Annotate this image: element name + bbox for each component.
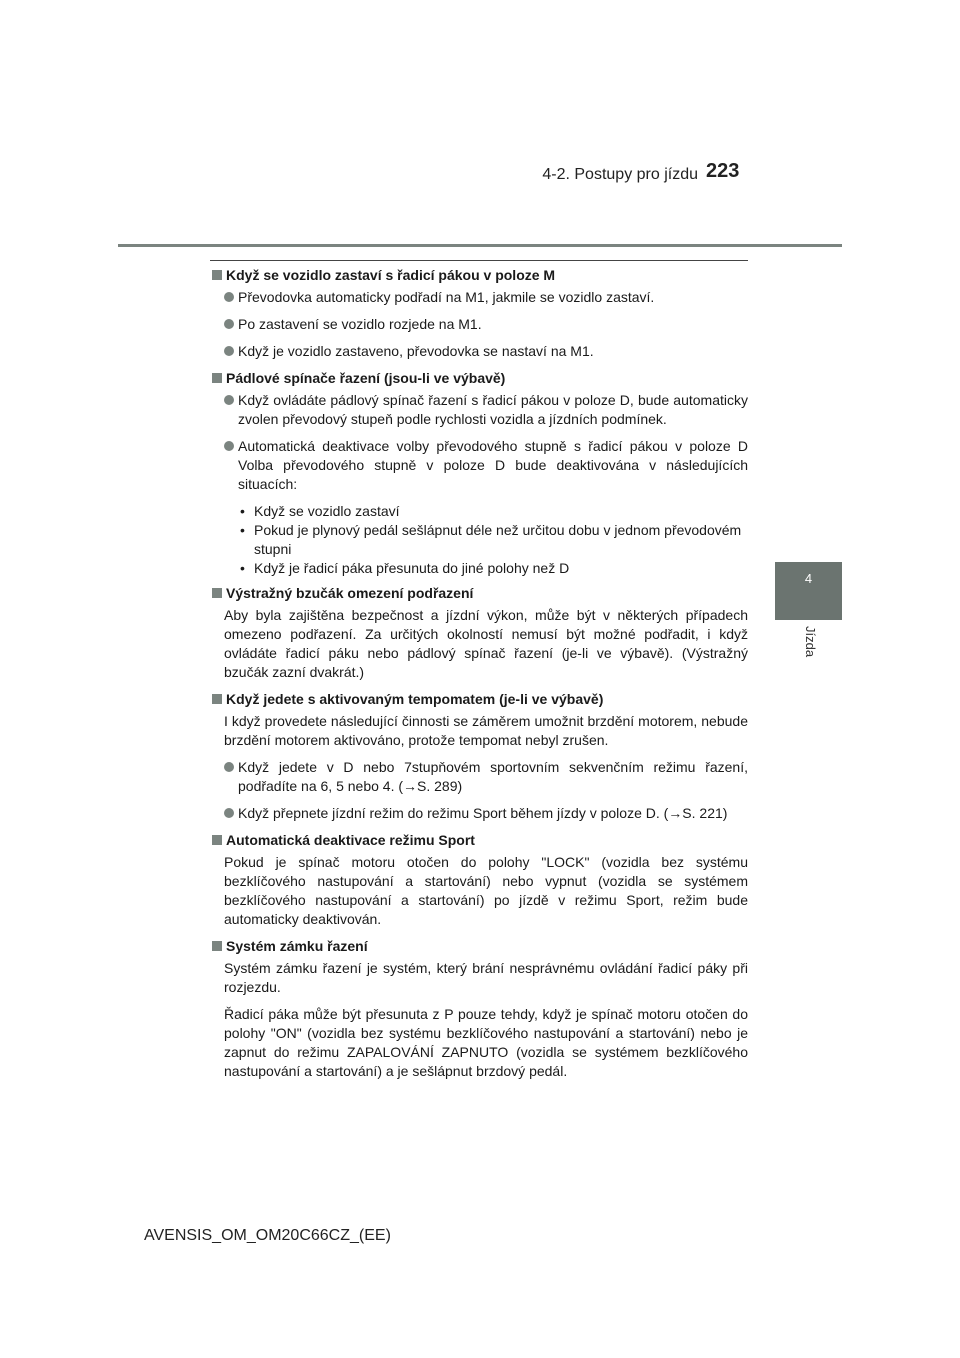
bullet-item: Po zastavení se vozidlo rozjede na M1. [210, 315, 748, 334]
paragraph: Aby byla zajištěna bezpečnost a jízdní výkon, může být v některých případech omezeno podřazení. Za určitých okolností nemusí být možné podřadit, i když ovládáte řadicí páku nebo pádlový spínač řazení (je-li ve výbavě). (Výstražný bzučák zazní dvakrát.) [224, 607, 748, 680]
section-heading: Když se vozidlo zastaví s řadicí pákou v poloze M [210, 266, 748, 285]
page-number: 223 [706, 160, 740, 182]
bullet-icon [224, 319, 234, 329]
section-heading: Systém zámku řazení [210, 937, 748, 956]
bullet-icon [224, 292, 234, 302]
bullet-item: Když je vozidlo zastaveno, převodovka se nastaví na M1. [210, 342, 748, 361]
header-divider [118, 244, 842, 247]
content-divider [210, 260, 748, 261]
sub-item: • Pokud je plynový pedál sešlápnut déle než určitou dobu v jednom převodovém stupni [240, 522, 742, 557]
bullet-icon [224, 441, 234, 451]
sub-item: • Když je řadicí páka přesunuta do jiné polohy než D [240, 560, 570, 576]
bullet-icon [224, 346, 234, 356]
sub-item: • Když se vozidlo zastaví [240, 503, 400, 519]
paragraph: Řadicí páka může být přesunuta z P pouze tehdy, když je spínač motoru otočen do polohy "ON" (vozidla bez systému bezklíčového nastupování a startování) nebo je zapnut do režimu ZAPALOVÁNÍ ZAPNUTO (vozidla se systémem bezklíčového nastupování a startování) a je sešlápnut brzdový pedál. [224, 1006, 748, 1079]
paragraph: Systém zámku řazení je systém, který brání nesprávnému ovládání řadicí páky při rozjezdu. [224, 960, 748, 995]
paragraph: Pokud je spínač motoru otočen do polohy "LOCK" (vozidla bez systému bezklíčového nastupování a startování) nebo vypnut (vozidla se systémem bezklíčového nastupování a startování) po jízdě v režimu Sport, režim bude automaticky deaktivován. [224, 854, 748, 927]
bullet-icon [224, 808, 234, 818]
section-title: 4-2. Postupy pro jízdu [542, 166, 698, 183]
bullet-icon [224, 395, 234, 405]
chapter-number: 4 [804, 571, 813, 586]
sub-list [210, 502, 748, 578]
chapter-tab [775, 562, 842, 620]
page-header [0, 0, 960, 260]
document-code: AVENSIS_OM_OM20C66CZ_(EE) [144, 1227, 391, 1244]
section-heading: Pádlové spínače řazení (jsou-li ve výbavě) [210, 369, 748, 388]
bullet-icon [224, 762, 234, 772]
bullet-item: Když ovládáte pádlový spínač řazení s řadicí pákou v poloze D, bude automaticky zvolen převodový stupeň podle rychlosti vozidla a jízdních podmínek. [210, 391, 748, 429]
section-heading: Výstražný bzučák omezení podřazení [210, 584, 748, 603]
chapter-label: Jízda [803, 626, 818, 658]
section-heading: Když jedete s aktivovaným tempomatem (je-li ve výbavě) [210, 690, 748, 709]
page-content [210, 266, 748, 1089]
bullet-item: Když jedete v D nebo 7stupňovém sportovním sekvenčním režimu řazení, podřadíte na 6, 5 nebo 4. (→S. 289) [210, 758, 748, 796]
section-heading: Automatická deaktivace režimu Sport [210, 831, 748, 850]
paragraph: I když provedete následující činnosti se záměrem umožnit brzdění motorem, nebude brzdění motorem aktivováno, protože tempomat nebyl zrušen. [224, 713, 748, 748]
bullet-item: Automatická deaktivace volby převodového stupně s řadicí pákou v poloze D Volba převodového stupně v poloze D bude deaktivována v následujících situacích: [210, 437, 748, 494]
bullet-item: Převodovka automaticky podřadí na M1, jakmile se vozidlo zastaví. [210, 288, 748, 307]
bullet-item: Když přepnete jízdní režim do režimu Sport během jízdy v poloze D. (→S. 221) [210, 804, 748, 823]
